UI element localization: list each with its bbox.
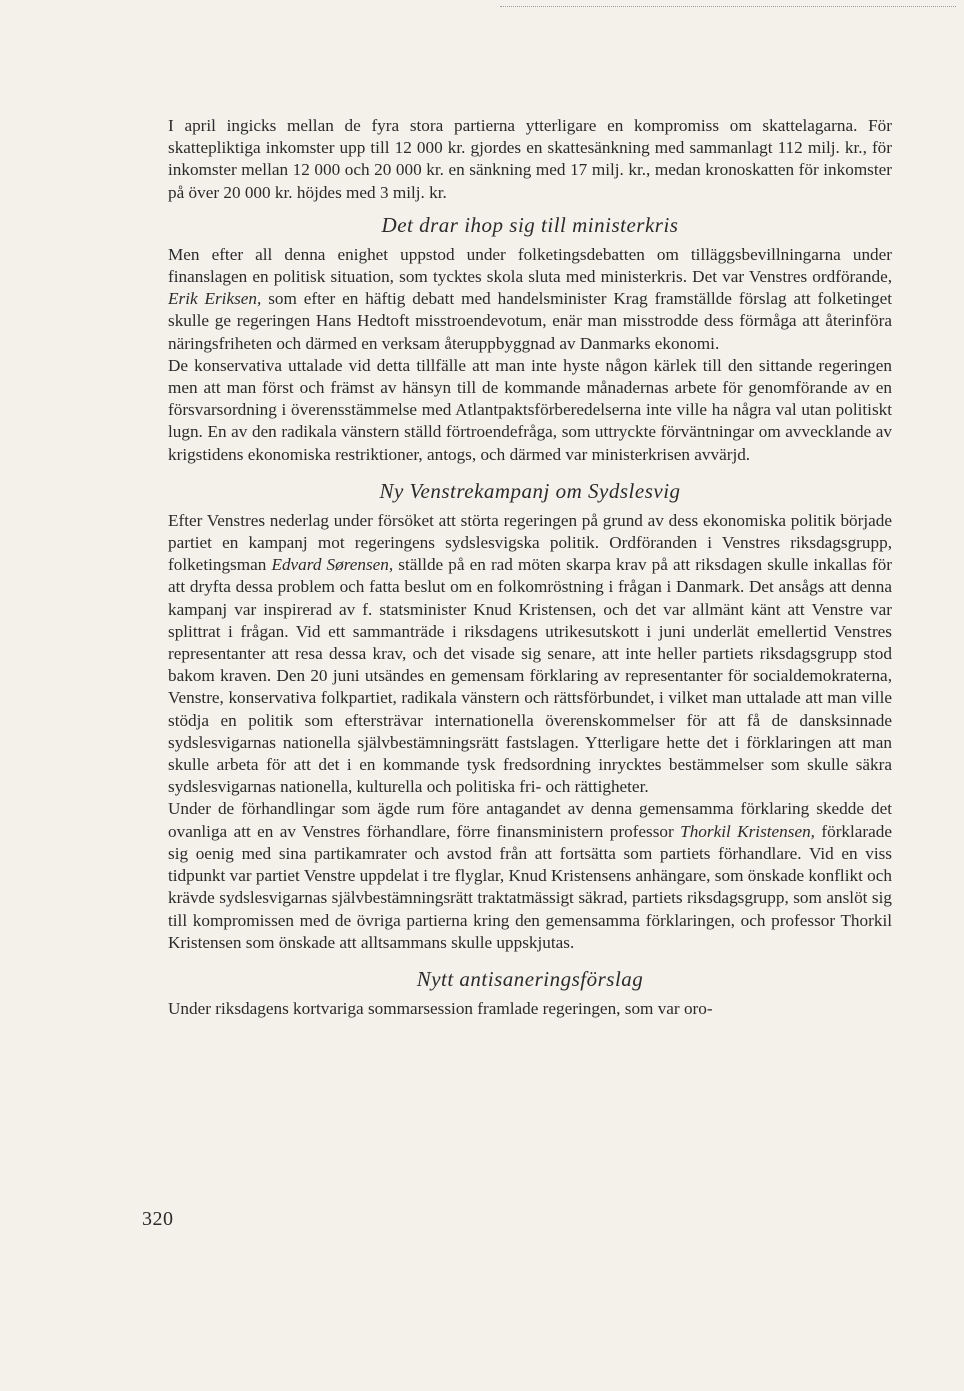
paragraph-text: Efter Venstres nederlag under försöket att störta regeringen på grund av dess ekonomiska politik började partiet en kampanj mot regeringens sydslesvigska politik. Ordföranden i Venstres riksdagsgrupp, folketingsman xyxy=(168,510,892,575)
paragraph-text: Under de förhandlingar som ägde rum före antagandet av denna gemensamma förklaring skedde det ovanliga att en av Venstres förhandlare, förre finansministern professor xyxy=(168,799,892,841)
person-name-erik-eriksen: Erik Eriksen, xyxy=(168,289,262,309)
top-edge-rule xyxy=(500,6,956,7)
person-name-edvard-sorensen: Edvard Sørensen, xyxy=(271,555,394,575)
heading-venstrekampanj: Ny Venstrekampanj om Sydslesvig xyxy=(379,478,681,503)
person-name-thorkil-kristensen: Thorkil Kristensen, xyxy=(680,821,815,841)
page-number: 320 xyxy=(142,1208,174,1230)
heading-antisanering: Nytt antisaneringsförslag xyxy=(416,966,644,991)
paragraph-forhandlingar xyxy=(168,798,892,953)
text-column xyxy=(168,115,892,1020)
paragraph-misstroendevotum xyxy=(168,244,892,355)
paragraph-tax-compromise: I april ingicks mellan de fyra stora partierna ytterligare en kompromiss om skattelagarna. För skattepliktiga inkomster upp till 12 000 kr. gjordes en skattesänkning med sammanlagt 112 milj. kr., för inkomster mellan 12 000 och 20 000 kr. en sänkning med 17 milj. kr., medan kronoskatten för inkomster på över 20 000 kr. höjdes med 3 milj. kr. xyxy=(168,116,892,202)
paragraph-konservativa: De konservativa uttalade vid detta tillfälle att man inte hyste någon kärlek till den sittande regeringen men att man först och främst av hänsyn till de kommande månadernas arbete för genomförande av en försvarsordning i överensstämmelse med Atlantpaktsförberedelserna inte ville ha några val utan politiskt lugn. En av den radikala vänstern ställd förtroendefråga, som uttryckte förväntningar om avvecklande av krigstidens ekonomiska restriktioner, antogs, och därmed var ministerkrisen avvärjd. xyxy=(168,355,892,464)
paragraph-text: Men efter all denna enighet uppstod under folketingsdebatten om tilläggsbevillningarna under finanslagen en politisk situation, som tycktes skola sluta med ministerkris. Det var Venstres ordförande, xyxy=(168,244,892,287)
paragraph-text: ställde på en rad möten skarpa krav på att riksdagen skulle inkallas för att dryfta dessa problem och fatta beslut om en folkomröstning i frågan i Danmark. Det ansågs att denna kampanj var inspirerad av f. statsminister Knud Kristensen, och det var allmänt känt att Venstre var splittrat i frågan. Vid ett sammanträde i riksdagens utrikesutskott i juni underlät emellertid Venstres representanter att resa dessa krav, och det visade sig senare, att inte heller partiets riksdagsgrupp stod bakom kraven. Den 20 juni utsändes en gemensam förklaring av representanter för socialdemokraterna, Venstre, konservativa folkpartiet, radikala vänstern och rättsförbundet, i vilket man uttalade att man ville stödja en politik som eftersträvar internationella överenskommelser för att få de dansksinnade sydslesvigarnas nationella självbestämningsrätt fastslagen. Ytterligare hette det i förklaringen att man skulle arbeta för att det i en kommande tysk fredsordning inrycktes bestämmelser som skulle säkra sydslesvigarnas nationella, kulturella och politiska fri- och rättigheter. xyxy=(168,555,893,797)
paragraph-text: som efter en häftig debatt med handelsminister Krag framställde förslag att folketinget skulle ge regeringen Hans Hedtoft misstroendevotum, enär man misstrodde dess förmåga att återinföra näringsfriheten och därmed en verksam återuppbyggnad av Danmarks ekonomi. xyxy=(168,289,892,353)
heading-ministerkris: Det drar ihop sig till ministerkris xyxy=(381,212,679,237)
paragraph-text: förklarade sig oenig med sina partikamrater och avstod från att fortsätta som partiets förhandlare. Vid en viss tidpunkt var partiet Venstre uppdelat i tre flyglar, Knud Kristensens anhängare, som önskade konflikt och krävde sydslesvigarnas självbestämningsrätt traktatmässigt säkrad, partiets riksdagsgrupp, som anslöt sig till kompromissen med de övriga partierna kring den gemensamma förklaringen, och professor Thorkil Kristensen som önskade att alltsammans skulle uppskjutas. xyxy=(168,821,892,952)
paragraph-sydslesvig-kampanj xyxy=(168,510,892,799)
paragraph-sommarsession: Under riksdagens kortvariga sommarsession framlade regeringen, som var oro- xyxy=(168,998,713,1018)
